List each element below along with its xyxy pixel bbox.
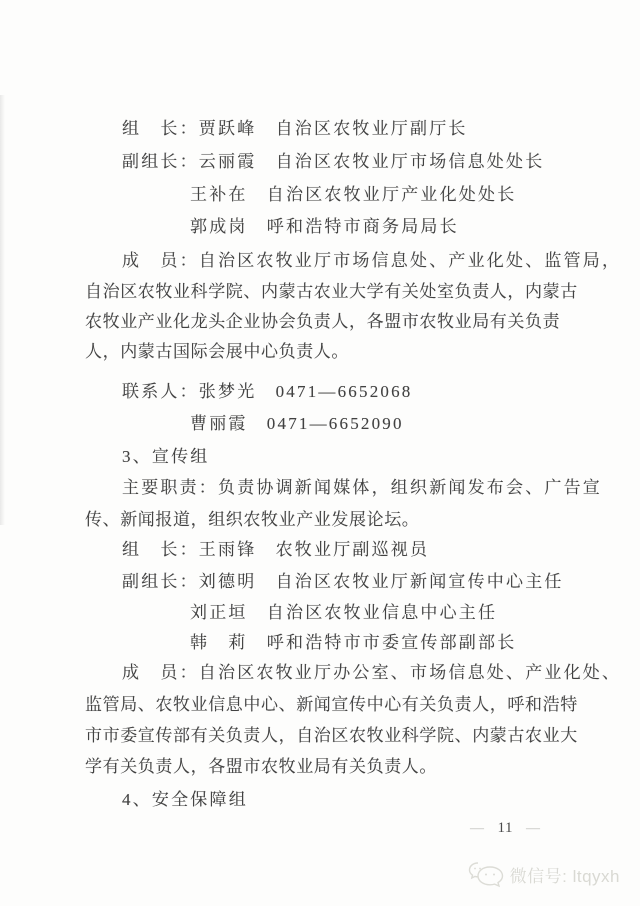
doc-line-deputy: 副组长：云丽霞 自治区农牧业厅市场信息处处长: [122, 152, 545, 171]
doc-line-members: 监管局、农牧业信息中心、新闻宣传中心有关负责人，呼和浩特: [85, 695, 578, 714]
doc-line-deputy: 韩 莉 呼和浩特市市委宣传部副部长: [190, 633, 517, 652]
footer-dash-left: —: [470, 820, 485, 836]
footer-dash-right: —: [525, 820, 541, 836]
doc-line-members: 自治区农牧业科学院、内蒙古农业大学有关处室负责人，内蒙古: [85, 282, 578, 301]
doc-line-duty: 传、新闻报道，组织农牧业产业发展论坛。: [85, 510, 420, 529]
doc-line-members: 农牧业产业化龙头企业协会负责人，各盟市农牧业局有关负责: [85, 312, 561, 331]
doc-line-contact: 联系人：张梦光 0471—6652068: [122, 382, 413, 401]
doc-line-members: 学有关负责人，各盟市农牧业局有关负责人。: [85, 757, 437, 776]
doc-line-leader: 组 长：王雨锋 农牧业厅副巡视员: [122, 540, 430, 559]
doc-line-members: 人，内蒙古国际会展中心负责人。: [85, 342, 349, 361]
wechat-watermark: [468, 860, 620, 888]
doc-line-contact: 曹丽霞 0471—6652090: [190, 414, 404, 433]
doc-line-section-title: 4、安全保障组: [122, 790, 248, 809]
doc-line-deputy: 王补在 自治区农牧业厅产业化处处长: [190, 185, 517, 204]
scan-edge-artifact: [0, 95, 5, 525]
doc-line-members: 成 员：自治区农牧业厅市场信息处、产业化处、监管局，: [122, 251, 622, 270]
doc-line-deputy: 刘正垣 自治区农牧业信息中心主任: [190, 603, 498, 622]
doc-line-deputy: 郭成岗 呼和浩特市商务局局长: [190, 217, 459, 236]
wechat-id-label: 微信号: ltqyxh: [509, 866, 620, 886]
doc-line-section-title: 3、宣传组: [122, 447, 210, 466]
doc-line-deputy: 副组长：刘德明 自治区农牧业厅新闻宣传中心主任: [122, 572, 564, 591]
page-number: 11: [497, 820, 513, 836]
wechat-icon: [468, 860, 504, 888]
doc-line-members: 市市委宣传部有关负责人，自治区农牧业科学院、内蒙古农业大: [85, 726, 578, 745]
doc-line-duty: 主要职责：负责协调新闻媒体，组织新闻发布会、广告宣: [122, 478, 602, 497]
doc-line-members: 成 员：自治区农牧业厅办公室、市场信息处、产业化处、: [122, 663, 622, 682]
doc-line-leader: 组 长：贾跃峰 自治区农牧业厅副厅长: [122, 119, 468, 138]
page-number-footer: [470, 820, 540, 837]
